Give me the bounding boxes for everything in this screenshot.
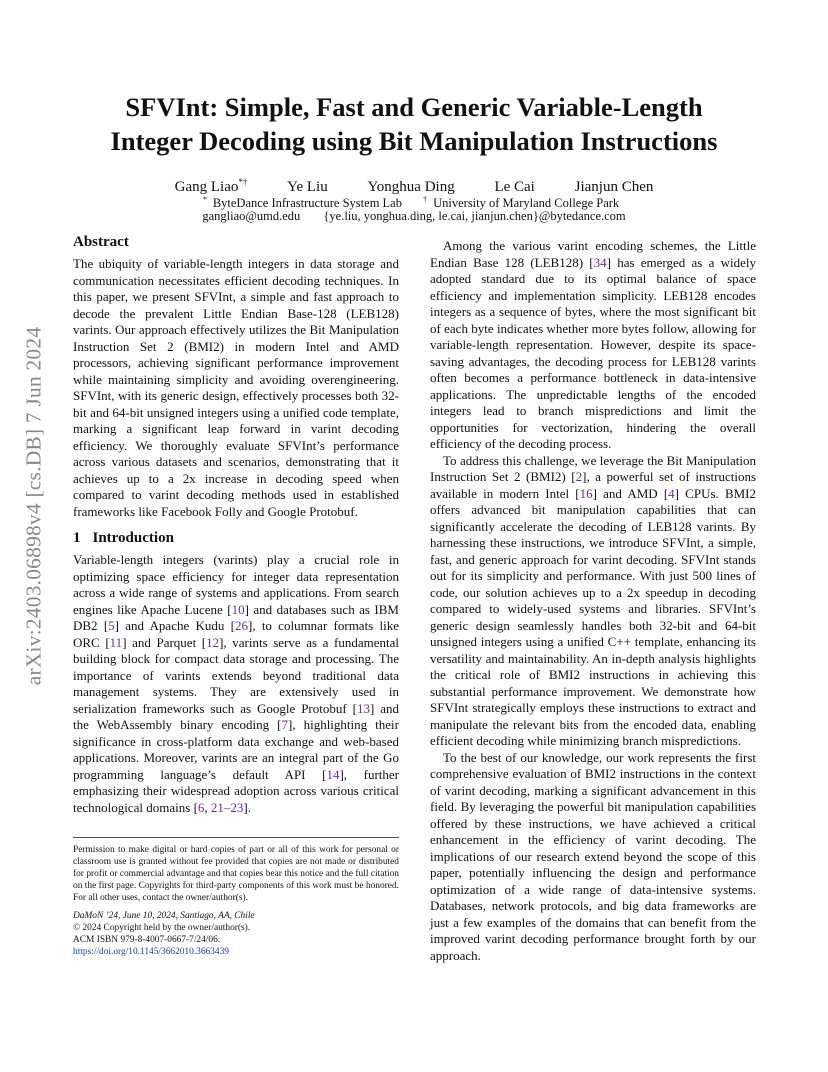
email-1: gangliao@umd.edu (202, 209, 301, 223)
text-run: ] CPUs. BMI2 offers advanced bit manipulation capabilities that can significantly accelerate the decoding of LEB128 varints. By harnessing these instructions, we introduce SFVInt, a simple, fast, and generic approach for varint decoding. SFVInt stands out for its simplicity and performance. With just 500 lines of code, our solution achieves up to a 2x speedup in decoding compared to widely-used systems and libraries. SFVInt’s generic design seamlessly handles both 32-bit and 64-bit unsigned integers using a unified C++ template, enhancing its versatility and maintainability. An in-depth analysis highlights the critical role of BMI2 instructions in achieving this substantial performance improvement. We demonstrate how SFVInt strategically employs these instructions to extract and manipulate the relevant bits from the encoded data, enabling efficient decoding while minimizing branch mispredictions. (430, 485, 757, 748)
affiliation-2-text: University of Maryland College Park (433, 196, 620, 211)
text-run: ], to columnar formats like ORC [ (73, 618, 399, 650)
arxiv-stamp: arXiv:2403.06898v4 [cs.DB] 7 Jun 2024 (21, 326, 46, 686)
author-4: Le Cai (494, 179, 535, 195)
title-line-2: Integer Decoding using Bit Manipulation Instructions (110, 126, 718, 156)
citation-link[interactable]: 12 (206, 634, 220, 650)
text-run: ] and the WebAssembly binary encoding [ (73, 700, 399, 732)
citation-link[interactable]: 14 (326, 766, 340, 782)
right-paragraph-3: To the best of our knowledge, our work represents the first comprehensive evaluation of BMI2 instructions in the context of varint decoding, marking a significant advancement in this field. By leveraging the powerful bit manipulation capabilities offered by these instructions, we have achieved a critical enhancement in the efficiency of varint decoding. The implications of our research extend beyond the scope of this paper, potentially influencing the design and performance optimization of a wide range of data-intensive systems. Databases, network protocols, and big data frameworks are just a few examples of the domains that can benefit from the improved varint decoding performance brought forth by our approach. (430, 749, 756, 963)
text-run: Variable-length integers (varints) play a crucial role in optimizing space efficiency for integer data representation across a wide range of systems and applications. From search engines like Apache Lucene [ (73, 552, 399, 617)
introduction-heading (73, 528, 399, 548)
text-run: ] and Apache Kudu [ (114, 618, 235, 633)
text-run: , (204, 799, 211, 815)
affiliation-1-text: ByteDance Infrastructure System Lab (212, 196, 402, 211)
intro-paragraph-1 (73, 552, 399, 816)
copyright-line: © 2024 Copyright held by the owner/author(s). (73, 923, 251, 933)
isbn-line: ACM ISBN 979-8-4007-0667-7/24/06. (73, 935, 221, 945)
text-run: ], highlighting their significance in cross-platform data exchange and web-based applications. Moreover, varints are an integral part of the Go programming language’s default API [ (73, 717, 399, 782)
right-column (430, 238, 756, 964)
citation-link[interactable]: 4 (668, 485, 675, 501)
citation-link[interactable]: 21–23 (210, 799, 244, 815)
citation-link[interactable]: 2 (575, 469, 583, 484)
doi-link[interactable]: https://doi.org/10.1145/3662010.3663439 (73, 947, 229, 957)
citation-link[interactable]: 5 (108, 618, 115, 633)
citation-link[interactable]: 6 (197, 799, 205, 815)
text-run: ]. (243, 799, 252, 815)
text-run: To address this challenge, we leverage the Bit Manipulation Instruction Set 2 (BMI2) [ (430, 452, 756, 484)
text-run: ], further emphasizing their widespread adoption across various critical technological domains [ (73, 766, 399, 815)
text-run: ], a powerful set of instructions available in modern Intel [ (430, 469, 757, 501)
section-number: 1 (73, 530, 81, 546)
text-run: ], varints serve as a fundamental building block for compact data storage and processing. The importance of varints extends beyond traditional data management systems. They are extensively used in serialization frameworks such as Google Protobuf [ (73, 634, 399, 716)
affiliation-1-mark: * (202, 195, 207, 204)
title-line-1: SFVInt: Simple, Fast and Generic Variable-Length (125, 92, 703, 122)
text-run: Among the various varint encoding schemes, the Little Endian Base 128 (LEB128) [ (430, 238, 756, 270)
permission-notice: Permission to make digital or hard copies of part or all of this work for personal or classroom use is granted without fee provided that copies are not made or distributed for profit or commercial advantage and that copies bear this notice and the full citation on the first page. Copyrights for third-party components of this work must be honored. For all other uses, contact the owner/author(s). (73, 845, 399, 903)
text-run: ] and Parquet [ (122, 634, 207, 650)
citation-link[interactable]: 10 (231, 601, 245, 617)
author-2: Ye Liu (287, 179, 328, 195)
text-run: ] has emerged as a widely adopted standard due to its optimal balance of space efficiency and implementation simplicity. LEB128 encodes integers as a sequence of bytes, where the most significant bit of each byte indicates whether more bytes follow, allowing for variable-length representation. However, despite its space-saving advantages, the decoding process for LEB128 varints often becomes a performance bottleneck in data-intensive applications. The unpredictable lengths of the encoded integers lead to branch mispredictions and limit the opportunities for vectorization, hindering the overall efficiency of the decoding process. (430, 254, 757, 451)
author-5: Jianjun Chen (574, 179, 654, 195)
author-1-marks: *† (238, 177, 248, 187)
left-column (73, 232, 399, 958)
right-paragraph-2 (430, 453, 756, 750)
citation-link[interactable]: 16 (579, 485, 593, 501)
section-title: Introduction (92, 530, 174, 546)
citation-link[interactable]: 7 (281, 717, 288, 732)
abstract-text: The ubiquity of variable-length integers in data storage and communication necessitates efficient decoding techniques. In this paper, we present SFVInt, a simple and fast approach to decode the prevalent Little Endian Base-128 (LEB128) varints. Our approach effectively utilizes the Bit Manipulation Instruction Set 2 (BMI2) in modern Intel and AMD processors, achieving significant performance improvement while maintaining simplicity and avoiding overengineering. SFVInt, with its generic design, effectively processes both 32-bit and 64-bit unsigned integers using a unified code template, marking a significant leap forward in varint decoding efficiency. We thoroughly evaluate SFVInt’s performance across various datasets and scenarios, demonstrating that it achieves up to a 2x increase in decoding speed when compared to varint decoding methods used in established frameworks like Facebook Folly and Google Protobuf. (73, 256, 399, 519)
text-run: ] and AMD [ (592, 485, 669, 501)
author-3: Yonghua Ding (367, 179, 455, 195)
author-emails (0, 208, 828, 224)
author-1-name: Gang Liao (174, 179, 239, 195)
abstract-heading: Abstract (73, 234, 129, 250)
affiliation-2-mark: † (423, 195, 428, 204)
venue-line: DaMoN ’24, June 10, 2024, Santiago, AA, Chile (73, 911, 255, 921)
footnote-divider (73, 837, 399, 838)
citation-link[interactable]: 11 (109, 634, 123, 650)
email-2: {ye.liu, yonghua.ding, le.cai, jianjun.chen}@bytedance.com (323, 209, 626, 223)
right-paragraph-1 (430, 238, 756, 453)
citation-link[interactable]: 34 (593, 254, 607, 270)
arxiv-sidebar (22, 296, 46, 716)
text-run: ] and databases such as IBM DB2 [ (73, 601, 399, 633)
paper-title (60, 90, 768, 158)
citation-link[interactable]: 13 (356, 700, 370, 716)
citation-link[interactable]: 26 (234, 618, 248, 633)
